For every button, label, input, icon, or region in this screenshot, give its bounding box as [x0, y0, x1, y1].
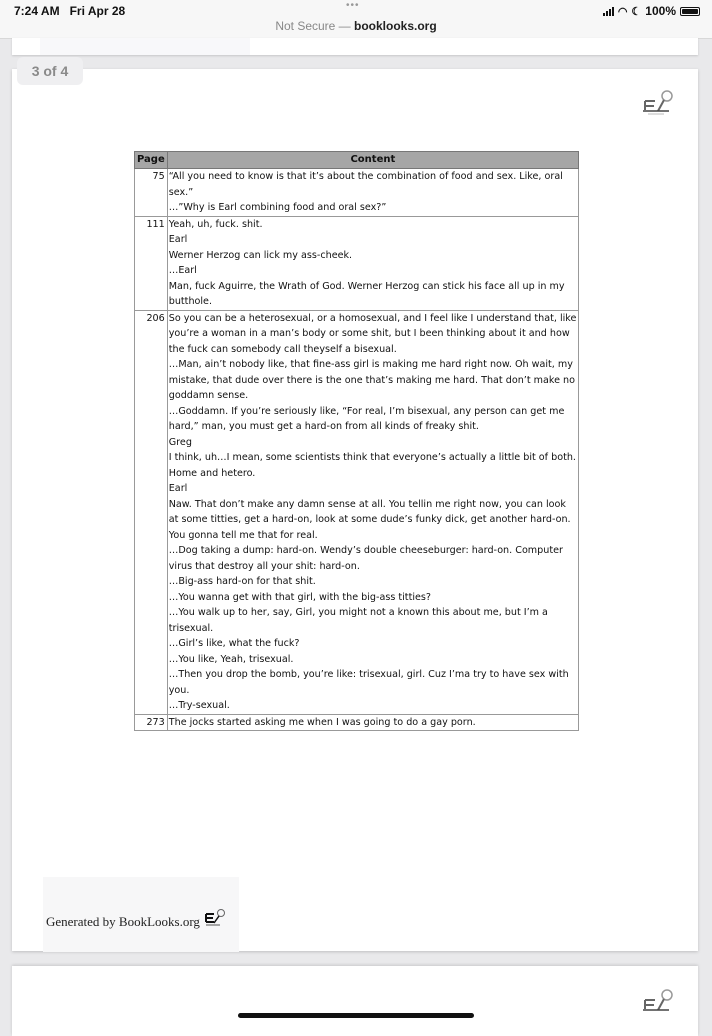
- content-cell: [167, 216, 578, 310]
- quote-line: Earl: [168, 234, 188, 245]
- status-date: Fri Apr 28: [69, 4, 126, 18]
- moon-icon: ☾: [631, 5, 642, 18]
- quote-line: The jocks started asking me when I was going to do a gay porn.: [168, 716, 476, 728]
- quote-line: …Big-ass hard-on for that shit.: [168, 576, 316, 587]
- quote-line: …You wanna get with that girl, with the big-ass titties?: [168, 591, 431, 603]
- quote-line: “All you need to know is that it’s about the combination of food and sex. Like, oral sex.”: [168, 171, 563, 198]
- page-number-cell: 273: [135, 714, 168, 731]
- home-indicator[interactable]: [238, 1013, 474, 1018]
- quote-line: …Then you drop the bomb, you’re like: trisexual, girl. Cuz I’ma try to have sex with you.: [168, 669, 569, 696]
- column-header-page: Page: [135, 152, 168, 169]
- url-domain: booklooks.org: [354, 19, 437, 33]
- previous-page: [12, 38, 698, 55]
- quote-line: …”Why is Earl combining food and oral sex?”: [168, 202, 387, 213]
- address-bar[interactable]: [0, 19, 712, 33]
- table-row: [135, 169, 579, 217]
- quote-line: Naw. That don’t make any damn sense at all. You tellin me right now, you can look at some titties, get a hard-on, look at some dude’s funky dick, get another hard-on. You gonna tell me that for real.: [168, 498, 571, 541]
- booklooks-logo-icon: [640, 988, 676, 1016]
- table-header-row: [135, 152, 579, 169]
- quote-line: …Dog taking a dump: hard-on. Wendy’s double cheeseburger: hard-on. Computer virus that destroy all your shit: hard-on.: [168, 545, 563, 572]
- quote-line: Earl: [168, 483, 188, 494]
- security-label: Not Secure —: [275, 19, 355, 33]
- quote-line: So you can be a heterosexual, or a homosexual, and I feel like I understand that, like you’re a woman in a man’s body or some shit, but I been thinking about it and how the fuck can somebody call theyself a bisexual.: [168, 312, 577, 355]
- wifi-icon: ◠: [617, 5, 628, 18]
- quote-line: …You like, Yeah, trisexual.: [168, 653, 294, 665]
- status-time: 7:24 AM Fri Apr 28: [14, 4, 126, 18]
- page-number-cell: 111: [135, 216, 168, 310]
- quote-line: …You walk up to her, say, Girl, you might not a known this about me, but I’m a trisexual.: [168, 607, 548, 634]
- quote-line: …Man, ain’t nobody like, that fine-ass girl is making me hard right now. Oh wait, my mistake, that dude over there is the one that’s making me hard. That don’t make no goddamn sense.: [168, 359, 575, 401]
- quote-line: …Goddamn. If you’re seriously like, “For real, I’m bisexual, any person can get me hard,” man, you must get a hard-on from all kinds of freaky shit.: [168, 405, 565, 432]
- page-indicator: 3 of 4: [17, 57, 83, 85]
- content-cell: [167, 310, 578, 714]
- multitasking-dots-icon[interactable]: •••: [346, 0, 360, 11]
- quote-line: Greg: [168, 436, 192, 448]
- page-number-cell: 75: [135, 169, 168, 217]
- content-cell: [167, 714, 578, 731]
- quotes-table: [134, 151, 579, 731]
- page-number-cell: 206: [135, 310, 168, 714]
- battery-percent: 100%: [645, 4, 676, 18]
- table-row: [135, 216, 579, 310]
- generated-by-text: Generated by BookLooks.org: [46, 914, 200, 929]
- booklooks-logo-icon: [640, 89, 676, 117]
- status-bar: [0, 0, 712, 39]
- table-row: [135, 310, 579, 714]
- quote-line: I think, uh…I mean, some scientists think that everyone’s actually a little bit of both. Home and hetero.: [168, 452, 576, 479]
- column-header-content: Content: [167, 152, 578, 169]
- signal-icon: [603, 6, 614, 16]
- quote-line: …Earl: [168, 265, 197, 276]
- battery-icon: [680, 7, 700, 16]
- table-row: [135, 714, 579, 731]
- quote-line: Werner Herzog can lick my ass-cheek.: [168, 249, 353, 261]
- content-cell: [167, 169, 578, 217]
- quote-line: Man, fuck Aguirre, the Wrath of God. Werner Herzog can stick his face all up in my butthole.: [168, 280, 565, 307]
- quote-line: …Girl’s like, what the fuck?: [168, 638, 300, 649]
- booklooks-footer-logo-icon: [204, 908, 226, 928]
- status-icons: [603, 4, 700, 18]
- quote-line: Yeah, uh, fuck. shit.: [168, 218, 263, 230]
- next-page: [12, 966, 698, 1036]
- quote-line: …Try-sexual.: [168, 700, 230, 711]
